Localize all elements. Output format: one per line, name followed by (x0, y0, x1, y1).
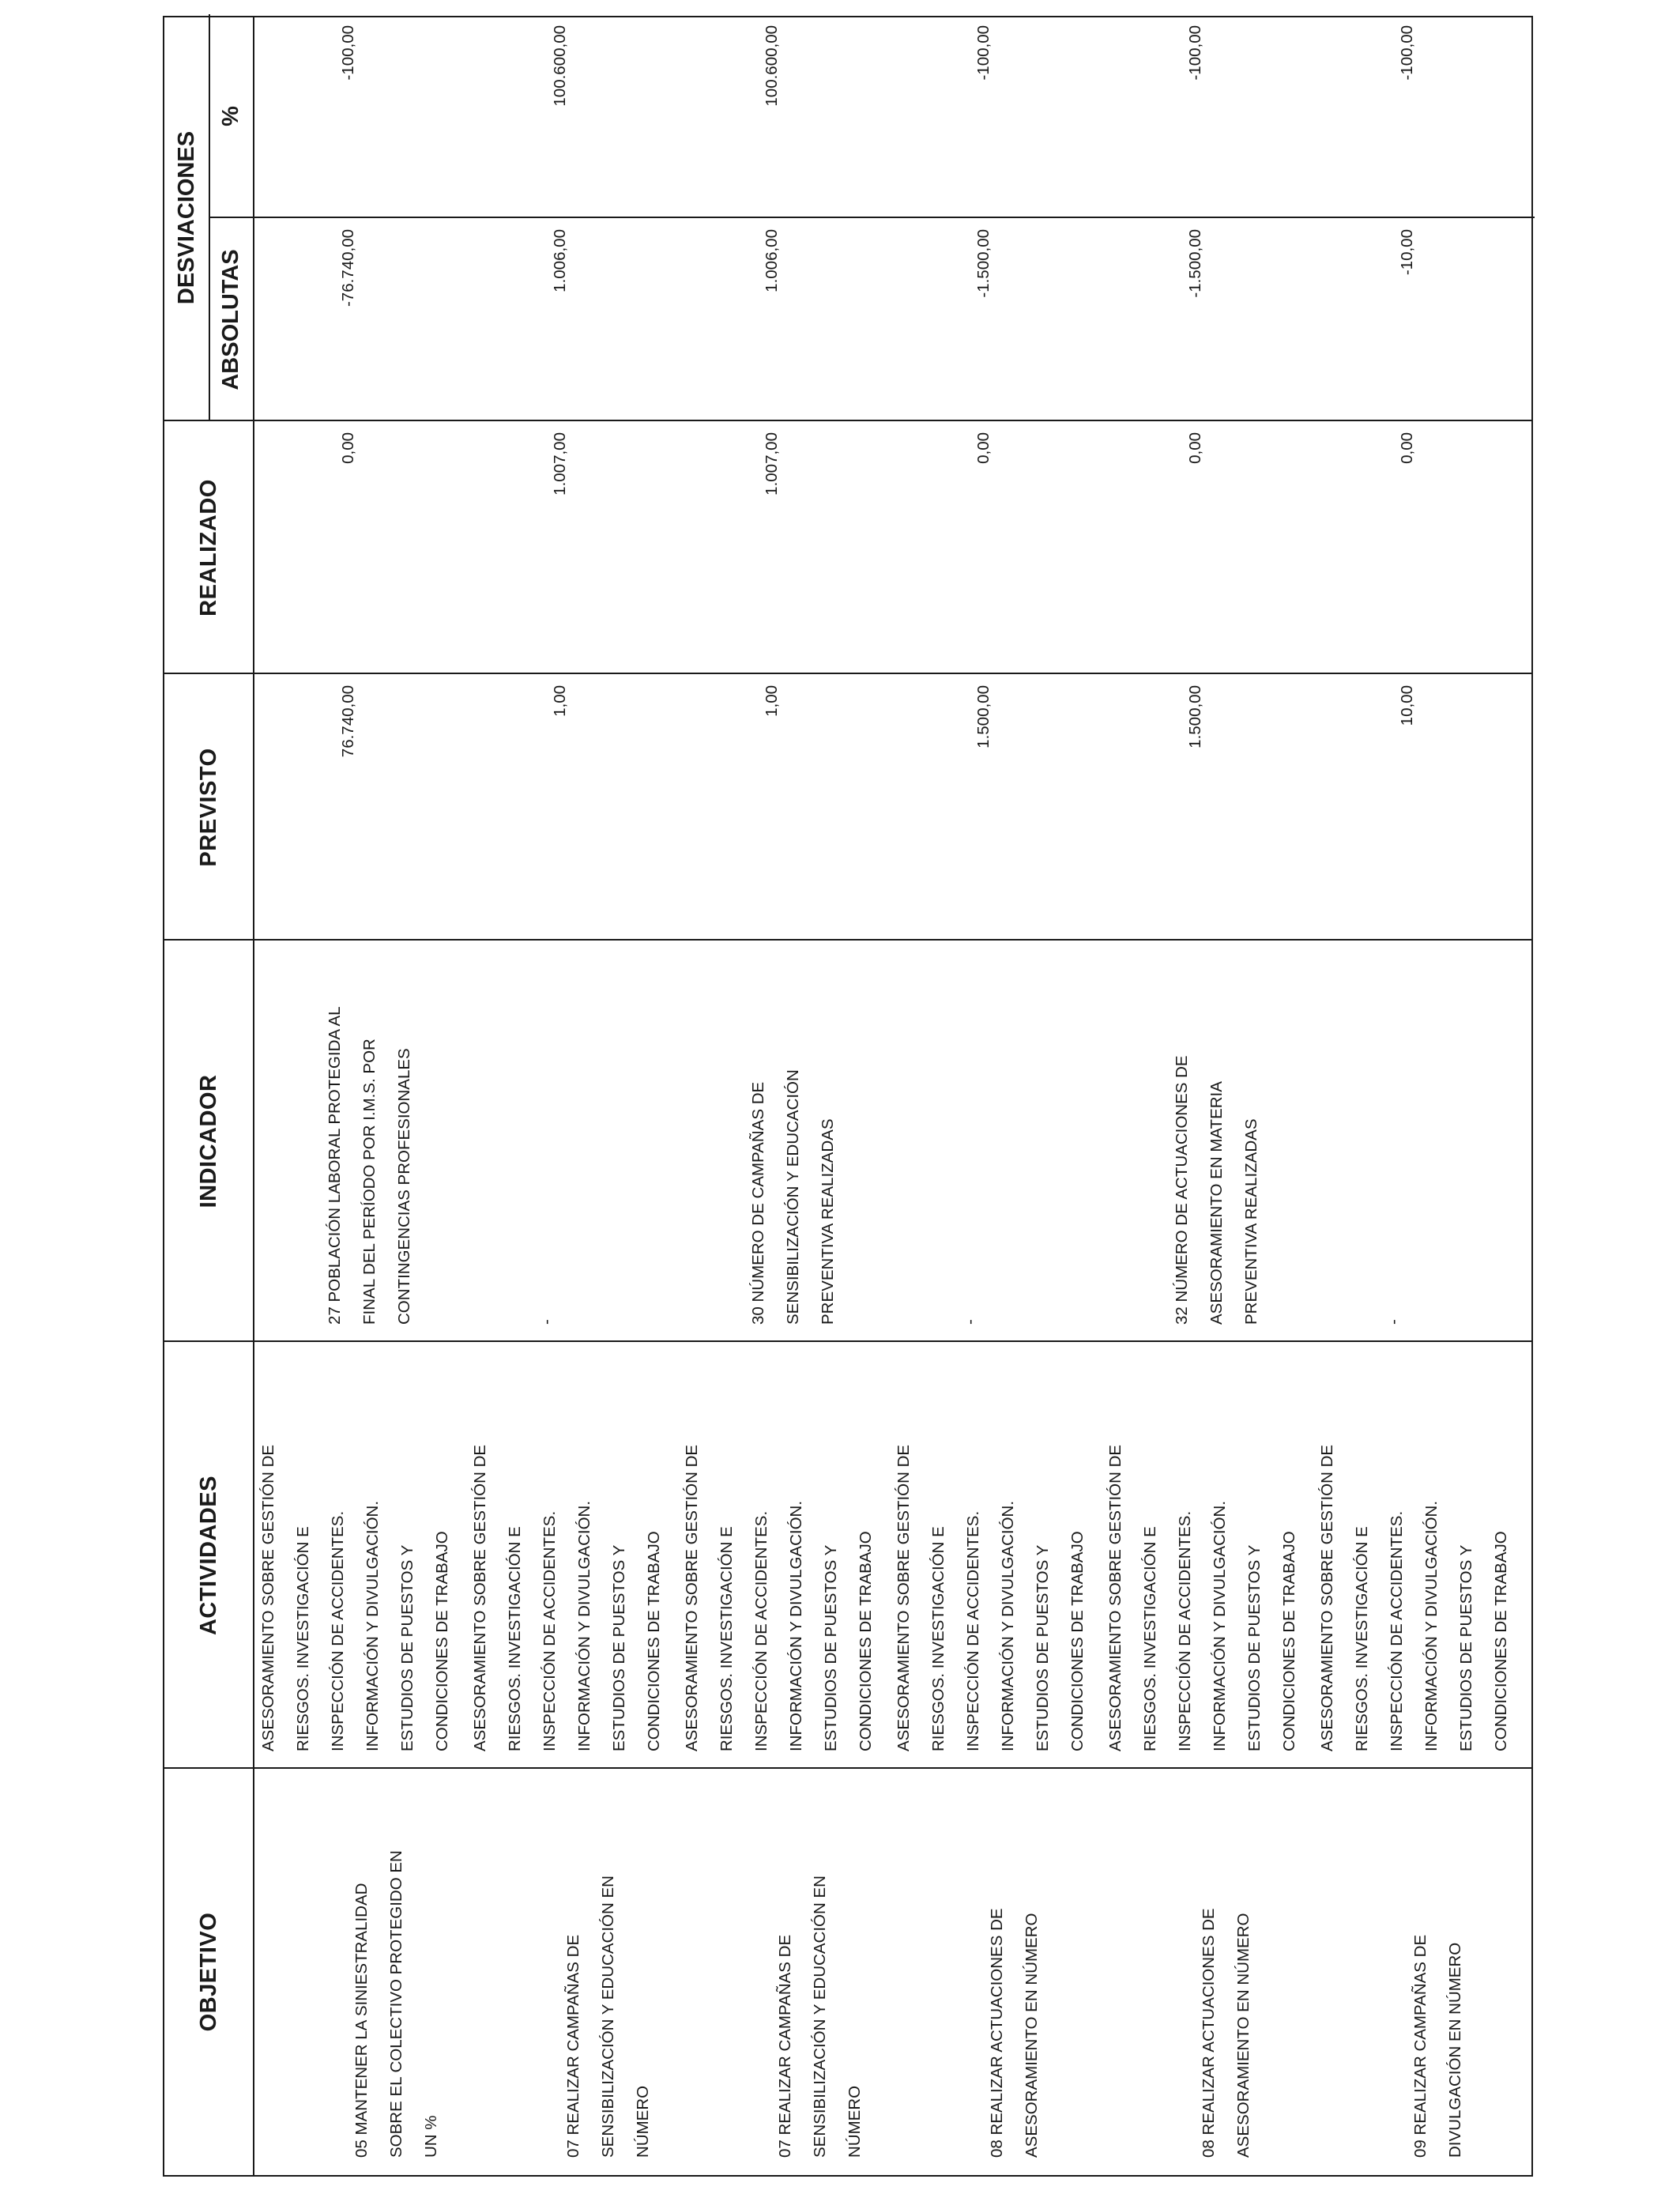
row-indicador: 30 NÚMERO DE CAMPAÑAS DE SENSIBILIZACIÓN Y EDUCACIÓN PREVENTIVA REALIZADAS (749, 1069, 837, 1325)
row-actividades: ASESORAMIENTO SOBRE GESTIÓN DE RIESGOS. INVESTIGACIÓN E INSPECCIÓN DE ACCIDENTES. INFORMACIÓN Y DIVULGACIÓN. ESTUDIOS DE PUESTOS Y CONDICIONES DE TRABAJO (1318, 1444, 1510, 1751)
row-objetivo: 07 REALIZAR CAMPAÑAS DE SENSIBILIZACIÓN Y EDUCACIÓN EN NÚMERO (776, 1875, 864, 2158)
row-realizado: 1.007,00 (551, 432, 569, 496)
row-porcentaje: -100,00 (1186, 25, 1204, 81)
header-divider (253, 17, 254, 2175)
row-absolutas: 1.006,00 (551, 229, 569, 292)
row-actividades: ASESORAMIENTO SOBRE GESTIÓN DE RIESGOS. INVESTIGACIÓN E INSPECCIÓN DE ACCIDENTES. INFORMACIÓN Y DIVULGACIÓN. ESTUDIOS DE PUESTOS Y CONDICIONES DE TRABAJO (259, 1444, 451, 1751)
row-indicador: 32 NÚMERO DE ACTUACIONES DE ASESORAMIENTO EN MATERIA PREVENTIVA REALIZADAS (1173, 1055, 1260, 1325)
header-previsto: PREVISTO (195, 748, 221, 867)
row-previsto: 1,00 (551, 685, 569, 717)
header-porcentaje: % (217, 106, 243, 126)
row-absolutas: -10,00 (1398, 229, 1416, 276)
row-objetivo: 09 REALIZAR CAMPAÑAS DE DIVULGACIÓN EN NÚMERO (1411, 1934, 1464, 2158)
document-page (163, 16, 1533, 2177)
row-porcentaje: 100.600,00 (551, 25, 569, 107)
column-divider (164, 673, 1531, 674)
row-previsto: 1.500,00 (1186, 685, 1204, 748)
row-porcentaje: -100,00 (974, 25, 993, 81)
row-indicador: - (537, 1319, 556, 1325)
row-realizado: 0,00 (974, 432, 993, 464)
row-indicador: 27 POBLACIÓN LABORAL PROTEGIDA AL FINAL DEL PERÍODO POR I.M.S. POR CONTINGENCIAS PROFESIONALES (326, 1006, 413, 1325)
header-absolutas: ABSOLUTAS (217, 249, 243, 390)
row-realizado: 0,00 (1186, 432, 1204, 464)
row-actividades: ASESORAMIENTO SOBRE GESTIÓN DE RIESGOS. INVESTIGACIÓN E INSPECCIÓN DE ACCIDENTES. INFORMACIÓN Y DIVULGACIÓN. ESTUDIOS DE PUESTOS Y CONDICIONES DE TRABAJO (1106, 1444, 1298, 1751)
row-indicador: - (1384, 1319, 1403, 1325)
column-divider (164, 1767, 1531, 1769)
row-realizado: 1.007,00 (763, 432, 781, 496)
row-indicador: - (961, 1319, 979, 1325)
header-desviaciones: DESVIACIONES (173, 130, 199, 305)
row-realizado: 0,00 (1398, 432, 1416, 464)
row-porcentaje: 100.600,00 (763, 25, 781, 107)
row-absolutas: -1.500,00 (974, 229, 993, 298)
row-actividades: ASESORAMIENTO SOBRE GESTIÓN DE RIESGOS. INVESTIGACIÓN E INSPECCIÓN DE ACCIDENTES. INFORMACIÓN Y DIVULGACIÓN. ESTUDIOS DE PUESTOS Y CONDICIONES DE TRABAJO (683, 1444, 875, 1751)
header-objetivo: OBJETIVO (195, 1912, 221, 2032)
header-indicador: INDICADOR (195, 1074, 221, 1208)
row-previsto: 10,00 (1398, 685, 1416, 726)
row-absolutas: -1.500,00 (1186, 229, 1204, 298)
row-previsto: 1,00 (763, 685, 781, 717)
row-actividades: ASESORAMIENTO SOBRE GESTIÓN DE RIESGOS. INVESTIGACIÓN E INSPECCIÓN DE ACCIDENTES. INFORMACIÓN Y DIVULGACIÓN. ESTUDIOS DE PUESTOS Y CONDICIONES DE TRABAJO (471, 1444, 663, 1751)
column-divider (164, 1340, 1531, 1342)
header-actividades: ACTIVIDADES (195, 1475, 221, 1636)
column-divider (164, 939, 1531, 941)
column-divider (164, 420, 1531, 421)
row-realizado: 0,00 (339, 432, 357, 464)
row-objetivo: 05 MANTENER LA SINIESTRALIDAD SOBRE EL COLECTIVO PROTEGIDO EN UN % (352, 1850, 440, 2158)
row-absolutas: 1.006,00 (763, 229, 781, 292)
header-realizado: REALIZADO (195, 479, 221, 616)
row-absolutas: -76.740,00 (339, 229, 357, 307)
row-actividades: ASESORAMIENTO SOBRE GESTIÓN DE RIESGOS. INVESTIGACIÓN E INSPECCIÓN DE ACCIDENTES. INFORMACIÓN Y DIVULGACIÓN. ESTUDIOS DE PUESTOS Y CONDICIONES DE TRABAJO (895, 1444, 1087, 1751)
report-table (163, 16, 1533, 2177)
row-porcentaje: -100,00 (1398, 25, 1416, 81)
row-objetivo: 08 REALIZAR ACTUACIONES DE ASESORAMIENTO EN NÚMERO (988, 1908, 1041, 2158)
row-previsto: 76.740,00 (339, 685, 357, 758)
row-objetivo: 08 REALIZAR ACTUACIONES DE ASESORAMIENTO EN NÚMERO (1200, 1908, 1252, 2158)
row-objetivo: 07 REALIZAR CAMPAÑAS DE SENSIBILIZACIÓN Y EDUCACIÓN EN NÚMERO (564, 1875, 652, 2158)
subcolumn-divider (209, 217, 1535, 218)
row-porcentaje: -100,00 (339, 25, 357, 81)
row-previsto: 1.500,00 (974, 685, 993, 748)
